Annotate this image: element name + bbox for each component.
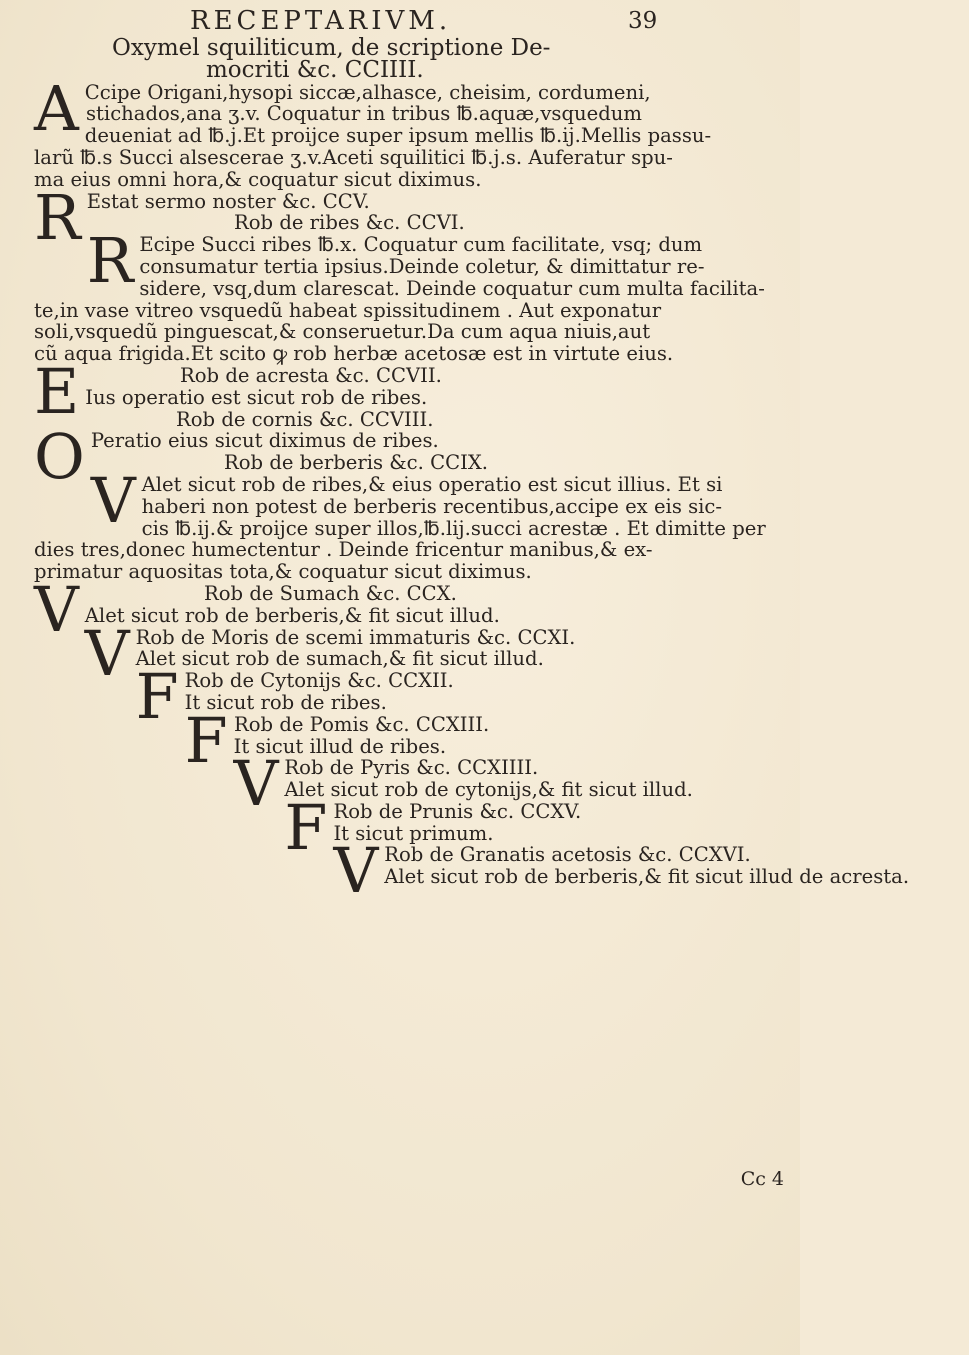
text-line: te,in vase vitreo vsquedũ habeat spissitudinem . Aut exponatur	[34, 298, 662, 322]
text-line: sidere, vsq,dum clarescat. Deinde coquatur cum multa facilita-	[139, 276, 765, 300]
page-body	[34, 35, 910, 908]
drop-cap: F	[284, 790, 328, 864]
text-line: Rob de Cytonijs &c. CCXII.	[184, 669, 454, 693]
folio-number: 39	[628, 8, 658, 34]
drop-cap: O	[34, 420, 85, 494]
text-line: Rob de berberis &c. CCIX.	[224, 451, 489, 475]
text-line: dies tres,donec humectentur . Deinde fricentur manibus,& ex-	[34, 538, 653, 562]
text-line: Ccipe Origani,hysopi siccæ,alhasce, cheisim, cordumeni,	[84, 80, 651, 104]
text-line: Rob de Sumach &c. CCX.	[204, 581, 457, 605]
drop-cap: V	[84, 616, 130, 690]
drop-cap: V	[233, 747, 279, 821]
drop-cap: E	[34, 354, 80, 428]
catchword: Cc 4	[740, 1168, 784, 1190]
text-line: soli,vsquedũ pinguescat,& conseruetur.Da cum aqua niuis,aut	[34, 320, 651, 344]
text-line: It sicut illud de ribes.	[233, 734, 447, 758]
text-line: Rob de Pomis &c. CCXIII.	[234, 712, 490, 736]
text-line: Rob de Pyris &c. CCXIIII.	[284, 756, 539, 780]
text-line: Rob de ribes &c. CCVI.	[234, 211, 465, 235]
drop-cap: A	[34, 71, 79, 145]
text-line: Alet sicut rob de berberis,& fit sicut illud de acresta.	[384, 865, 910, 889]
drop-cap: V	[90, 463, 136, 537]
text-line: stichados,ana ʒ.v. Coquatur in tribus ℔.aquæ,vsquedum	[86, 102, 642, 126]
text-line: cũ aqua frigida.Et scito ꝙ rob herbæ acetosæ est in virtute eius.	[34, 342, 674, 366]
text-line: Rob de acresta &c. CCVII.	[180, 363, 442, 387]
text-line: Ecipe Succi ribes ℔.x. Coquatur cum facilitate, vsq; dum	[139, 233, 703, 257]
text-line: Alet sicut rob de ribes,& eius operatio est sicut illius. Et si	[141, 472, 723, 496]
text-line: Rob de cornis &c. CCVIII.	[176, 407, 434, 431]
drop-cap: R	[34, 180, 81, 254]
text-line: Estat sermo noster &c. CCV.	[86, 189, 370, 213]
section-heading: Oxymel squiliticum, de scriptione De-	[112, 35, 551, 61]
text-line: Alet sicut rob de sumach,& fit sicut illud.	[135, 647, 544, 671]
drop-cap: V	[333, 834, 379, 908]
text-line: Peratio eius sicut diximus de ribes.	[90, 429, 439, 453]
text-line: Rob de Moris de scemi immaturis &c. CCXI.	[135, 625, 576, 649]
text-line: deueniat ad ℔.j.Et proijce super ipsum mellis ℔.ij.Mellis passu-	[84, 124, 712, 148]
drop-cap: R	[86, 224, 134, 298]
text-line: Alet sicut rob de berberis,& fit sicut illud.	[84, 603, 500, 627]
text-line: primatur aquositas tota,& coquatur sicut diximus.	[34, 560, 532, 584]
text-line: haberi non potest de berberis recentibus,accipe ex eis sic-	[141, 494, 723, 518]
text-line: Alet sicut rob de cytonijs,& fit sicut illud.	[284, 778, 693, 802]
text-line: It sicut rob de ribes.	[184, 690, 387, 714]
text-line: It sicut primum.	[333, 821, 494, 845]
text-line: ma eius omni hora,& coquatur sicut diximus.	[34, 167, 482, 191]
running-title: RECEPTARIVM.	[190, 6, 452, 36]
text-line: larũ ℔.s Succi alsescerae ʒ.v.Aceti squilitici ℔.j.s. Auferatur spu-	[34, 145, 673, 169]
text-line: cis ℔.ij.& proijce super illos,℔.lij.succi acrestæ . Et dimitte per	[141, 516, 766, 540]
section-heading: mocriti &c. CCIIII.	[206, 56, 424, 83]
text-line: consumatur tertia ipsius.Deinde coletur, & dimittatur re-	[139, 254, 705, 278]
text-line: Ius operatio est sicut rob de ribes.	[85, 385, 428, 409]
drop-cap: F	[184, 703, 228, 777]
drop-cap: F	[135, 660, 179, 734]
text-line: Rob de Granatis acetosis &c. CCXVI.	[384, 843, 751, 867]
text-line: Rob de Prunis &c. CCXV.	[333, 799, 582, 823]
drop-cap: V	[34, 572, 79, 646]
